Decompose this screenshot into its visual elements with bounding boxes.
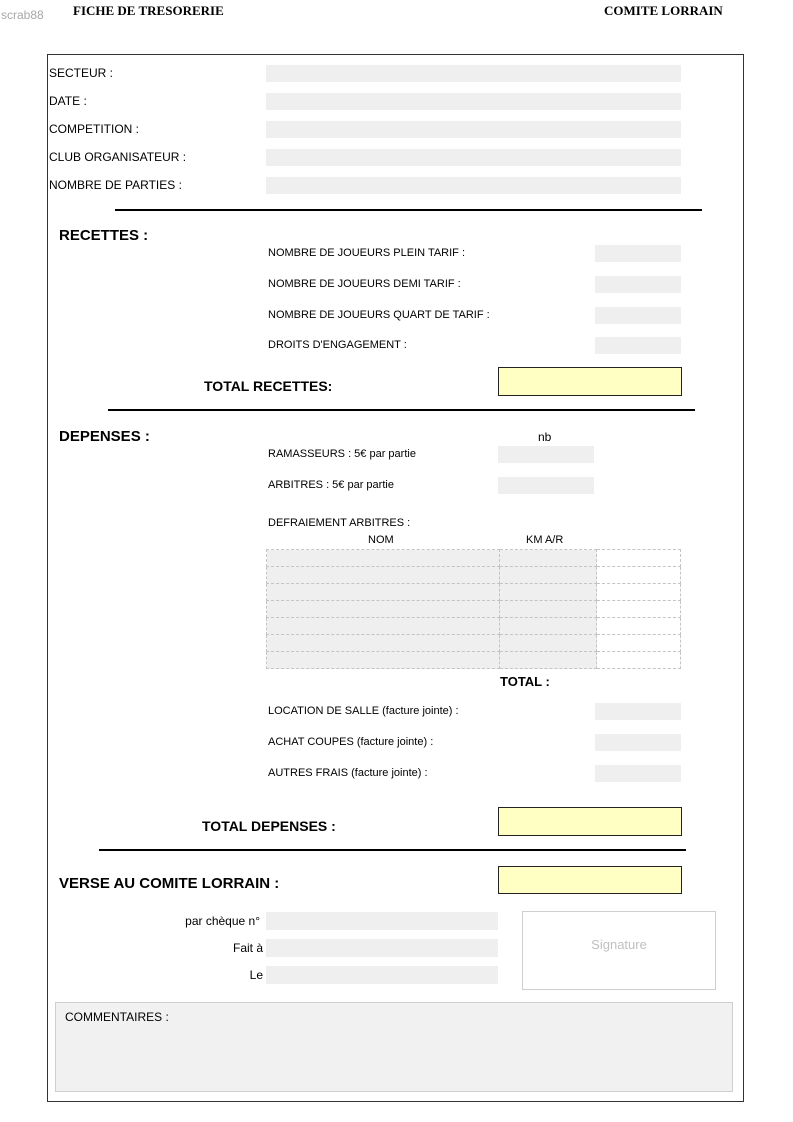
demi-tarif-label: NOMBRE DE JOUEURS DEMI TARIF : [268,278,461,290]
table-row [267,652,681,669]
km-column-header: KM A/R [526,534,564,546]
ramasseurs-label: RAMASSEURS : 5€ par partie [268,448,416,460]
droits-field[interactable] [595,337,681,354]
section-divider [99,849,686,851]
total-depenses-label: TOTAL DEPENSES : [202,818,336,834]
fait-label: Fait à [232,941,263,955]
section-divider [115,209,702,211]
secteur-label: SECTEUR : [49,66,114,80]
nom-column-header: NOM [368,534,394,546]
location-label: LOCATION DE SALLE (facture jointe) : [268,705,459,717]
droits-label: DROITS D'ENGAGEMENT : [268,339,407,351]
nb-header: nb [538,430,552,444]
table-row [267,567,681,584]
signature-box[interactable]: Signature [522,911,716,990]
table-row [267,584,681,601]
quart-tarif-label: NOMBRE DE JOUEURS QUART DE TARIF : [268,309,490,321]
club-field[interactable] [266,149,681,166]
table-row [267,601,681,618]
depenses-title: DEPENSES : [59,428,150,445]
parties-field[interactable] [266,177,681,194]
org-name: COMITE LORRAIN [604,3,723,18]
table-row [267,550,681,567]
total-depenses-field[interactable] [498,807,682,836]
defraiement-table [266,549,681,669]
table-row [267,635,681,652]
form-title: FICHE DE TRESORERIE [73,3,224,18]
secteur-field[interactable] [266,65,681,82]
plein-tarif-field[interactable] [595,245,681,262]
parties-label: NOMBRE DE PARTIES : [49,178,182,192]
plein-tarif-label: NOMBRE DE JOUEURS PLEIN TARIF : [268,247,466,259]
le-field[interactable] [266,966,498,984]
ramasseurs-field[interactable] [498,446,594,463]
coupes-field[interactable] [595,734,681,751]
location-field[interactable] [595,703,681,720]
competition-field[interactable] [266,121,681,138]
section-divider [108,409,695,411]
demi-tarif-field[interactable] [595,276,681,293]
table-total-label: TOTAL : [500,674,550,689]
comments-box[interactable] [55,1002,733,1092]
defraiement-label: DEFRAIEMENT ARBITRES : [268,517,411,529]
quart-tarif-field[interactable] [595,307,681,324]
total-recettes-label: TOTAL RECETTES: [204,378,333,394]
total-recettes-field[interactable] [498,367,682,396]
autres-field[interactable] [595,765,681,782]
autres-label: AUTRES FRAIS (facture jointe) : [268,767,428,779]
cheque-field[interactable] [266,912,498,930]
verse-amount-field[interactable] [498,866,682,894]
fait-field[interactable] [266,939,498,957]
le-label: Le [249,968,263,982]
recettes-title: RECETTES : [59,227,149,244]
club-label: CLUB ORGANISATEUR : [49,150,187,164]
arbitres-field[interactable] [498,477,594,494]
verse-title: VERSE AU COMITE LORRAIN : [59,875,280,892]
arbitres-label: ARBITRES : 5€ par partie [268,479,394,491]
competition-label: COMPETITION : [49,122,139,136]
cheque-label: par chèque n° [185,914,260,928]
watermark-text: scrab88 [1,8,44,22]
comments-label: COMMENTAIRES : [65,1010,169,1024]
date-label: DATE : [49,94,87,108]
table-row [267,618,681,635]
coupes-label: ACHAT COUPES (facture jointe) : [268,736,434,748]
date-field[interactable] [266,93,681,110]
